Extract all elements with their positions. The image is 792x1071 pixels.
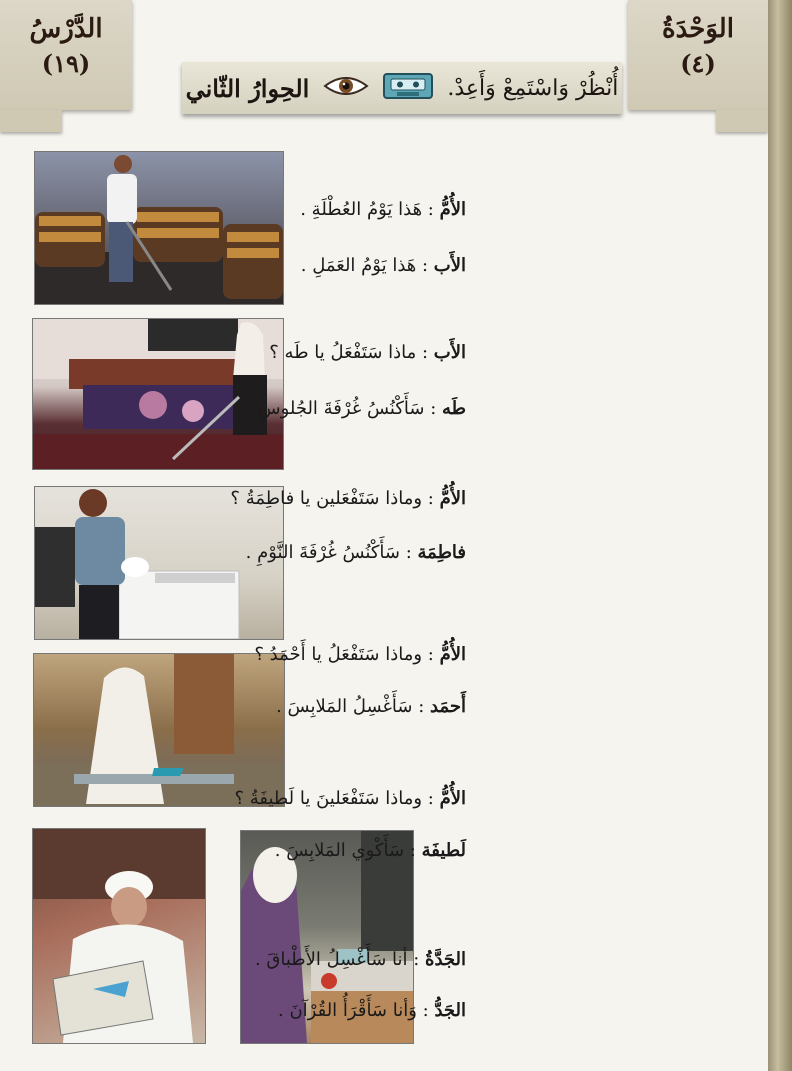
utterance: : هَذا يَوْمُ العَمَلِ . — [300, 255, 434, 276]
utterance: : وماذا سَتَفْعَلينَ يا لَطيفَةُ ؟ — [234, 788, 440, 809]
photo-grandfather-reading — [32, 828, 206, 1044]
dialogue-line — [269, 343, 466, 363]
lesson-tab — [0, 0, 132, 110]
photo-girl-vacuuming-bedroom — [32, 318, 284, 470]
speaker: الأُمُّ — [439, 788, 466, 809]
dialogue-line — [275, 841, 466, 861]
photo-boy-vacuuming — [34, 151, 284, 305]
utterance: : سَأَكْوي المَلابِسَ . — [274, 840, 422, 861]
speaker: فاطِمَة — [417, 542, 466, 563]
speaker: الجَدَّةُ — [425, 949, 466, 970]
lesson-label: الدَّرْسُ — [29, 14, 103, 44]
dialogue-line — [276, 697, 466, 717]
photo-girl-ironing — [33, 653, 285, 807]
utterance: : ماذا سَتَفْعَلُ يا طَه ؟ — [269, 342, 434, 363]
dialogue-line — [246, 543, 466, 563]
unit-label: الوَحْدَةُ — [662, 14, 734, 44]
speaker: طَه — [442, 398, 466, 419]
dialogue-line — [300, 200, 466, 220]
utterance: : سَأَغْسِلُ المَلابِسَ . — [276, 696, 431, 717]
dialogue-line — [278, 1001, 466, 1021]
speaker: الأُمُّ — [439, 644, 466, 665]
utterance: : سَأَكْنُسُ غُرْفَةَ الجُلوسِ . — [247, 398, 443, 419]
section-instruction: أُنْظُرْ وَاسْتَمِعْ وَأَعِدْ. — [447, 75, 619, 101]
section-banner — [182, 62, 622, 114]
speaker: الأُمُّ — [439, 199, 466, 220]
speaker: الجَدُّ — [434, 1000, 466, 1021]
lesson-number: (١٩) — [41, 49, 91, 78]
unit-number: (٤) — [680, 49, 716, 78]
unit-tab — [628, 0, 768, 110]
section-title: الحِوارُ الثّاني — [185, 73, 310, 103]
page-edge — [768, 0, 792, 1071]
dialogue-line — [234, 789, 466, 809]
dialogue-line — [255, 950, 466, 970]
eye-icon — [323, 74, 369, 102]
utterance: : وَأنا سَأَقْرَأُ القُرْآنَ . — [278, 1000, 435, 1021]
dialogue-line — [230, 489, 466, 509]
speaker: الأَب — [433, 255, 466, 276]
speaker: أَحمَد — [430, 696, 466, 717]
utterance: : وماذا سَتَفْعَلين يا فاطِمَةُ ؟ — [230, 488, 440, 509]
photo-boy-washing-clothes — [34, 486, 284, 640]
speaker: الأُمُّ — [439, 488, 466, 509]
dialogue-line — [301, 256, 466, 276]
utterance: : وماذا سَتَفْعَلُ يا أَحْمَدُ ؟ — [254, 644, 440, 665]
speaker: الأَب — [433, 342, 466, 363]
speaker: لَطيفَة — [421, 840, 466, 861]
cassette-icon — [383, 73, 433, 103]
utterance: : هَذا يَوْمُ العُطْلَةِ . — [300, 199, 440, 220]
dialogue-line — [247, 399, 466, 419]
dialogue-line — [254, 645, 466, 665]
utterance: : سَأَكْنُسُ غُرْفَةَ النَّوْمِ . — [245, 542, 418, 563]
utterance: : أنا سَأَغْسِلُ الأَطْباقَ . — [254, 949, 426, 970]
